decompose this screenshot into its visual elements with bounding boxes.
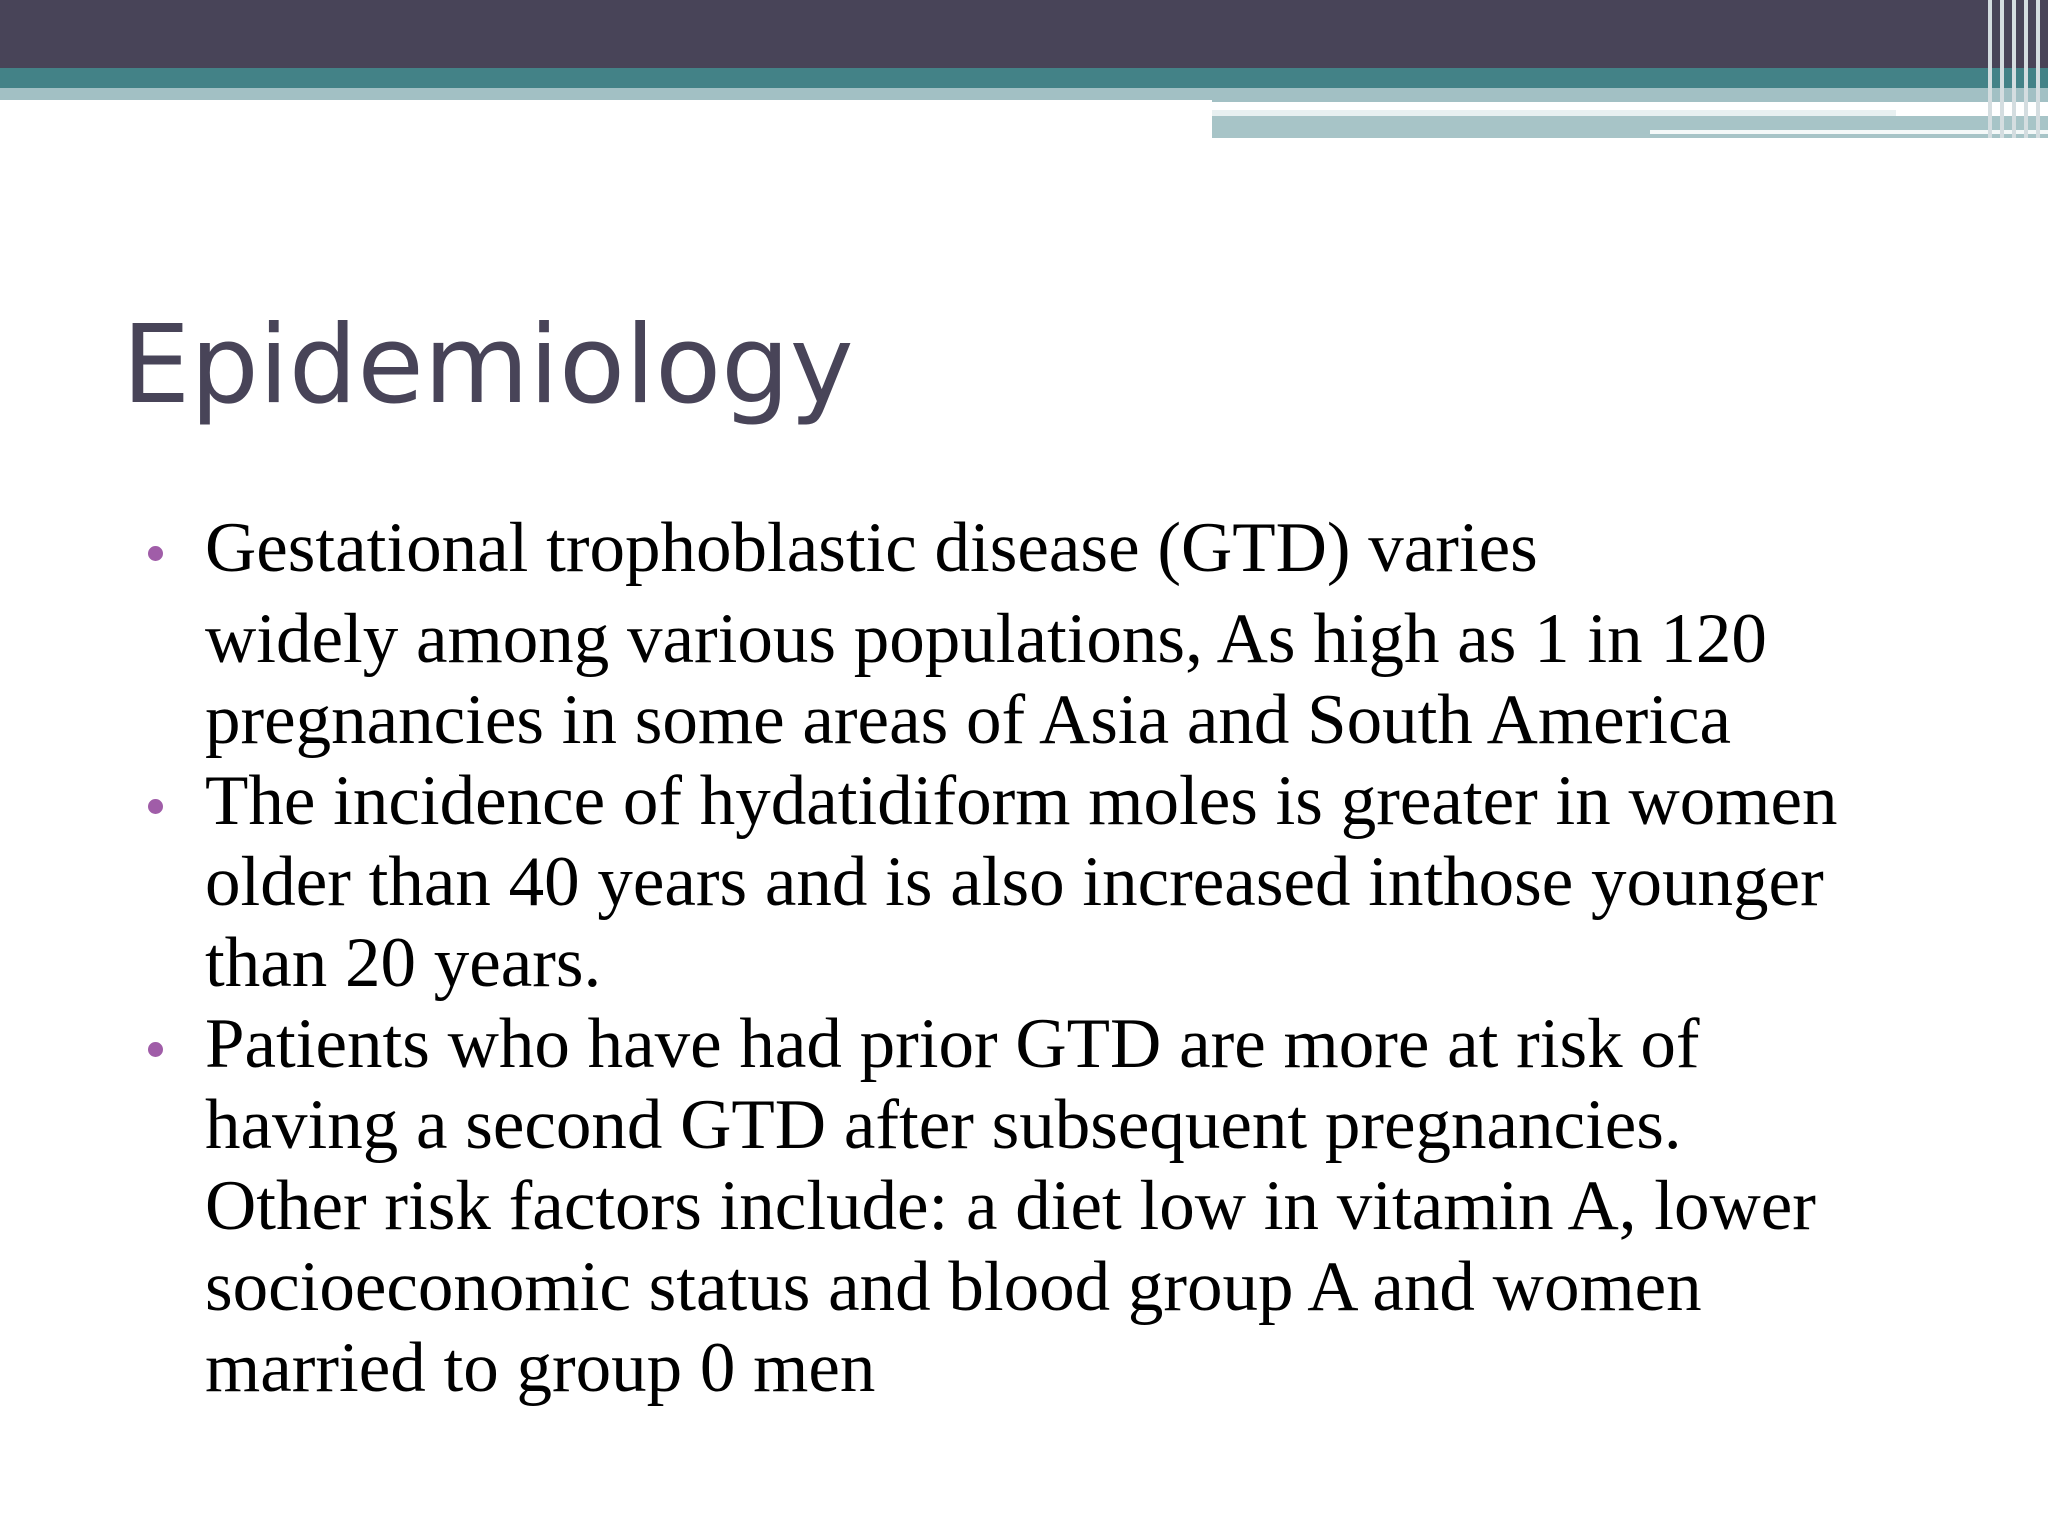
bullet-marker — [148, 799, 163, 814]
header-band-light-right — [1212, 88, 2048, 102]
bullet-text — [205, 508, 2000, 761]
bullet-line: pregnancies in some areas of Asia and South America — [205, 681, 1732, 759]
bullet-item — [140, 761, 2000, 1004]
bullet-line: widely among various populations, As high as 1 in 120 — [205, 600, 1767, 678]
bullet-line: socioeconomic status and blood group A and women — [205, 1248, 1702, 1326]
bullet-line: than 20 years. — [205, 924, 602, 1002]
bullet-marker — [148, 1042, 163, 1057]
bullet-line: The incidence of hydatidiform moles is greater in women — [205, 762, 1838, 840]
header-band-light-left — [0, 88, 1212, 100]
header-band-light-lower — [1212, 116, 2048, 138]
header-band-teal — [0, 68, 2048, 88]
bullet-line: having a second GTD after subsequent pregnancies. — [205, 1086, 1682, 1164]
bullet-line: Other risk factors include: a diet low in vitamin A, lower — [205, 1167, 1816, 1245]
slide-title: Epidemiology — [122, 303, 854, 428]
bullet-list — [140, 508, 2000, 1409]
header-corner-stripes — [1984, 0, 2048, 138]
bullet-line: married to group 0 men — [205, 1329, 876, 1407]
bullet-item — [140, 508, 2000, 761]
bullet-marker — [148, 546, 163, 561]
bullet-text — [205, 761, 2000, 1004]
header-band-dark — [0, 0, 2048, 68]
bullet-line: older than 40 years and is also increased inthose younger — [205, 843, 1824, 921]
bullet-line: Gestational trophoblastic disease (GTD) varies — [205, 509, 1538, 587]
bullet-item — [140, 1004, 2000, 1409]
bullet-line: Patients who have had prior GTD are more at risk of — [205, 1005, 1700, 1083]
bullet-text — [205, 1004, 2000, 1409]
